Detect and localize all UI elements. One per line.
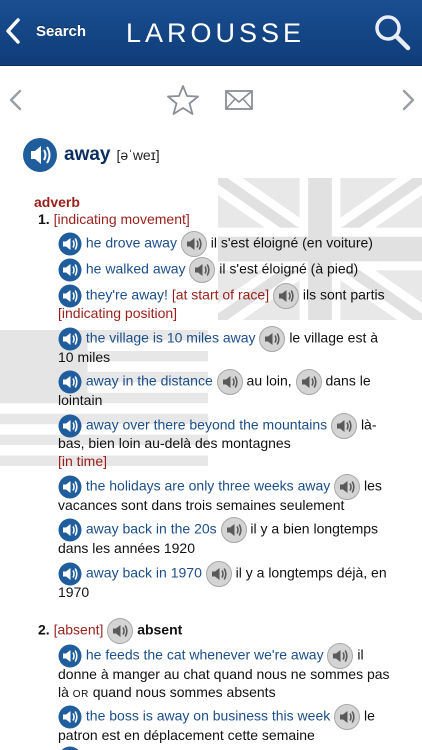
example-french: au loin, [246,372,292,389]
example-french-continued [58,683,276,704]
example-english: he feeds the cat whenever we're away [85,646,324,663]
top-navigation-bar [0,0,422,66]
sense-indicator: [in time] [58,453,108,469]
example-context-note: [at start of race] [171,286,270,303]
speaker-icon[interactable] [107,618,133,644]
example-french: les [364,477,382,494]
sense-1-header [38,210,190,228]
example-french: il [357,646,364,663]
back-button[interactable] [0,14,100,48]
entry-toolbar [0,66,422,130]
example-english: he walked away [85,260,186,277]
speaker-icon[interactable] [331,413,357,439]
example-french: ils sont partis [302,286,385,303]
headword-row [22,136,160,174]
example-row [58,231,373,257]
speaker-icon[interactable] [273,283,299,309]
example-french: là- [360,416,377,433]
example-french-continued: bas, bien loin au-delà des montagnes [58,435,291,451]
example-english: the village is 10 miles away [85,329,256,346]
chevron-left-icon[interactable] [6,88,26,112]
example-french: il y a longtemps déjà, en [235,564,387,581]
example-french-continued: patron est en déplacement cette semaine [58,727,315,743]
example-french: quand nous sommes absents [92,684,276,700]
example-row [58,746,82,750]
example-french: il y a bien longtemps [250,520,379,537]
example-french: là [58,684,69,700]
example-french: il s'est éloigné (à pied) [219,260,359,277]
back-button-label: Search [36,22,87,40]
example-french-continued: 10 miles [58,349,111,365]
example-french-continued: vacances sont dans trois semaines seulement [58,497,345,513]
speaker-icon[interactable] [296,369,322,395]
sense-translation: absent [137,621,183,638]
speaker-icon[interactable] [206,561,232,587]
sense-indicator: [absent] [53,621,104,638]
speaker-icon[interactable] [334,704,360,730]
speaker-icon[interactable] [217,369,243,395]
sense-indicator: [indicating movement] [53,211,190,227]
speaker-icon[interactable] [58,746,82,750]
example-english: the holidays are only three weeks away [85,477,331,494]
example-french-continued: donne à manger au chat quand nous ne sommes pas [58,666,390,682]
back-chevron-icon [0,14,30,48]
example-row [58,257,358,283]
example-french: il s'est éloigné (en voiture) [210,234,373,251]
speaker-icon[interactable] [22,137,58,173]
speaker-icon[interactable] [259,326,285,352]
sense-2-header [38,618,182,644]
speaker-icon[interactable] [181,231,207,257]
sense-indicator: [indicating position] [58,305,178,321]
sense-number: 2. [38,621,50,638]
chevron-right-icon[interactable] [398,88,418,112]
speaker-icon[interactable] [58,258,82,282]
example-french: le [364,707,375,724]
part-of-speech: adverb [34,194,80,210]
example-english: away back in 1970 [85,564,202,581]
example-english: they're away! [85,286,168,303]
example-french: dans le [325,372,371,389]
or-separator: OR [72,689,89,700]
speaker-icon[interactable] [189,257,215,283]
example-english: away in the distance [85,372,213,389]
app-title: LAROUSSE [126,18,306,48]
example-english: he drove away [85,234,177,251]
mail-icon[interactable] [224,88,254,112]
speaker-icon[interactable] [58,232,82,256]
example-english: away back in the 20s [85,520,217,537]
speaker-icon[interactable] [221,517,247,543]
example-row [58,369,371,395]
search-icon[interactable] [370,10,414,54]
headword: away [64,144,111,165]
example-french-continued: lointain [58,392,103,408]
example-french: le village est à [289,329,379,346]
phonetic: [əˈweɪ] [116,147,160,163]
sense-number: 1. [38,211,50,227]
star-icon[interactable] [166,84,200,116]
example-english: the boss is away on business this week [85,707,331,724]
example-row [58,561,387,587]
example-french-continued: dans les années 1920 [58,540,195,556]
example-french-continued: 1970 [58,584,90,600]
example-english: away over there beyond the mountains [85,416,328,433]
